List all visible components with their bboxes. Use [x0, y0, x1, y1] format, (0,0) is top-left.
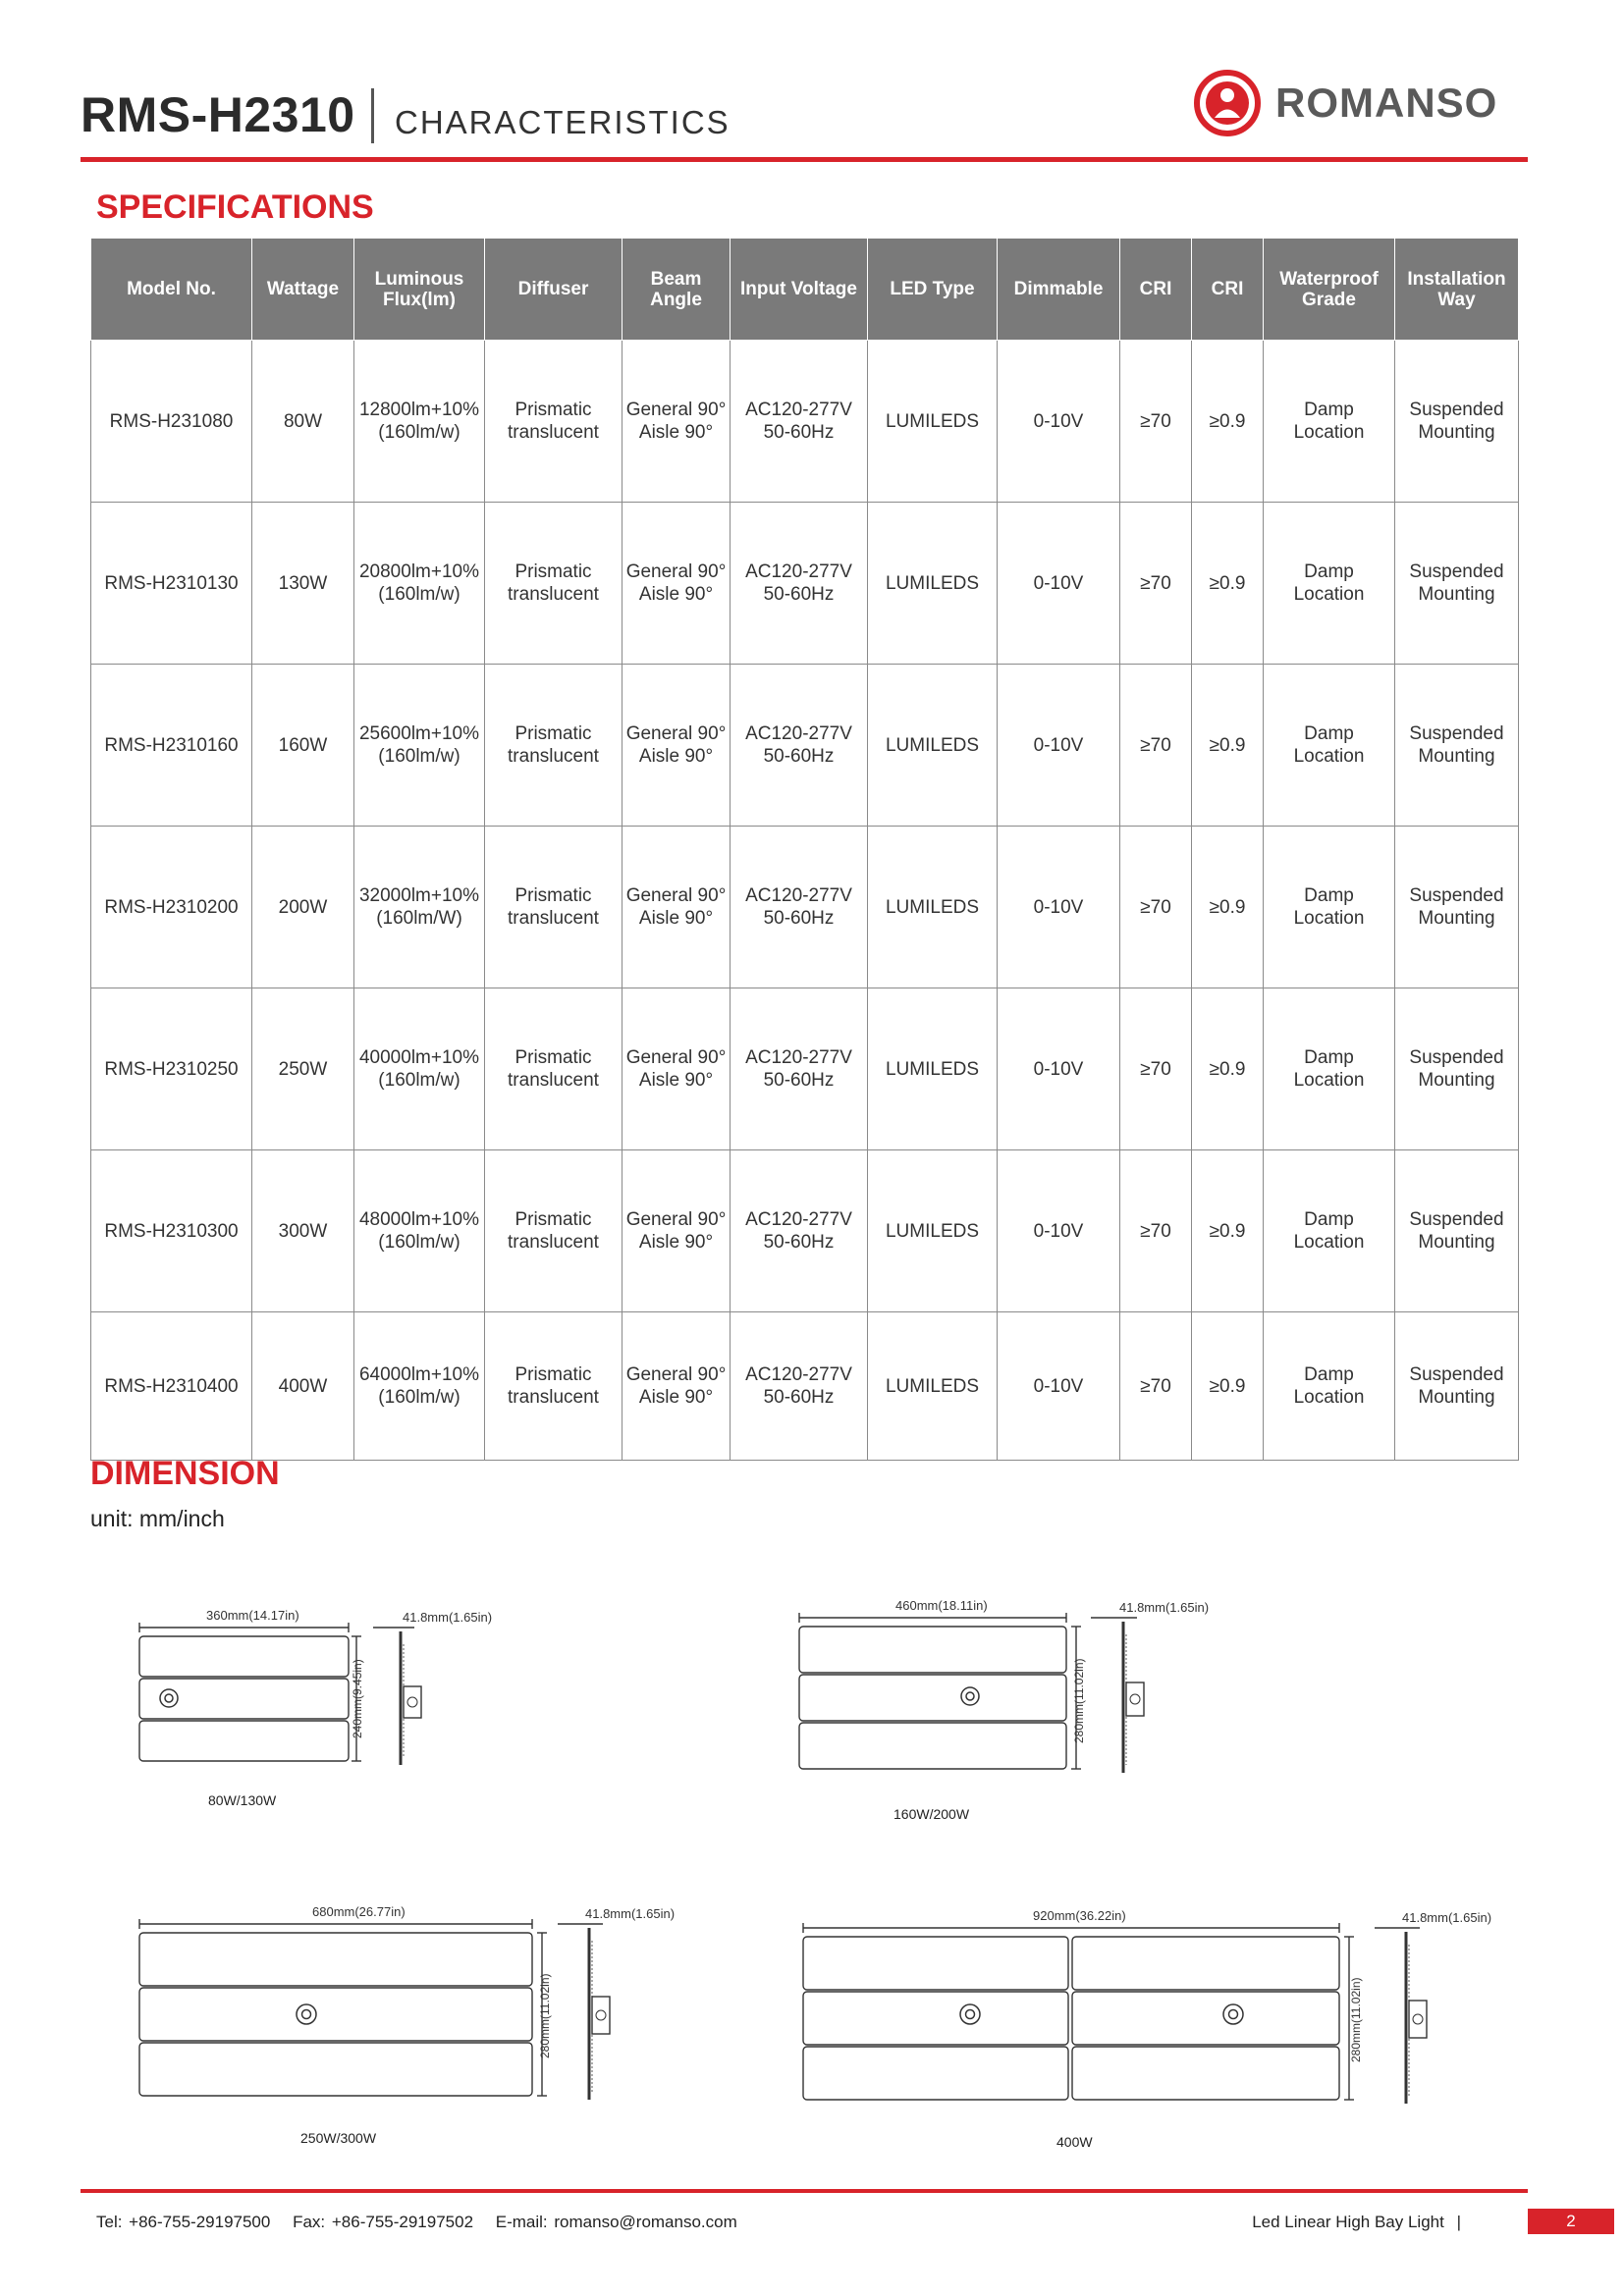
cell-cri — [1192, 665, 1264, 827]
cell-text: General 90° — [625, 561, 727, 582]
cell-text: Suspended — [1409, 400, 1504, 420]
cell-text: Aisle 90° — [638, 746, 714, 767]
footer-product — [1252, 2213, 1461, 2232]
height-label: 280mm(11.02in) — [1349, 1977, 1363, 2062]
cell-text: LUMILEDS — [885, 572, 980, 594]
cell-flux — [354, 665, 485, 827]
cell-text: 250W — [278, 1058, 328, 1080]
cell-text: Mounting — [1418, 584, 1495, 605]
header-rule — [81, 157, 1528, 162]
cell-wattage — [252, 341, 354, 503]
cell-text: General 90° — [625, 885, 727, 906]
width-label: 460mm(18.11in) — [895, 1598, 988, 1613]
cell-text: Aisle 90° — [638, 422, 714, 443]
cell-install — [1395, 503, 1519, 665]
cell-grade — [1264, 665, 1395, 827]
cell-text: Suspended — [1409, 885, 1504, 906]
cell-text: ≥70 — [1140, 410, 1171, 432]
cell-cri — [1192, 1150, 1264, 1312]
cell-text: 50-60Hz — [763, 1070, 835, 1091]
footer-product-name: Led Linear High Bay Light — [1252, 2213, 1444, 2231]
table-row — [91, 827, 1519, 988]
cell-text: (160lm/w) — [378, 746, 460, 767]
cell-cri — [1192, 988, 1264, 1150]
cell-text: Mounting — [1418, 1387, 1495, 1408]
cell-beam — [623, 665, 731, 827]
page-number: 2 — [1528, 2209, 1614, 2234]
cell-text: RMS-H2310300 — [104, 1220, 239, 1242]
cell-text: Suspended — [1409, 1209, 1504, 1230]
cell-text: ≥0.9 — [1209, 896, 1246, 918]
height-label: 280mm(11.02in) — [1072, 1658, 1086, 1743]
depth-label: 41.8mm(1.65in) — [585, 1906, 676, 1921]
cell-text: ≥70 — [1140, 1058, 1171, 1080]
cell-dimmable — [998, 1312, 1120, 1461]
cell-text: 50-60Hz — [763, 422, 835, 443]
cell-text: 400W — [278, 1375, 328, 1397]
cell-text: Prismatic — [514, 885, 592, 906]
cell-text: AC120-277V — [745, 1209, 852, 1230]
cell-text: LUMILEDS — [885, 896, 980, 918]
cell-text: 300W — [278, 1220, 328, 1242]
cell-diffuser — [485, 341, 623, 503]
cell-text: 40000lm+10% — [358, 1047, 479, 1068]
width-label: 680mm(26.77in) — [312, 1904, 406, 1919]
cell-text: Location — [1293, 1232, 1365, 1253]
cell-install — [1395, 1150, 1519, 1312]
cell-text: ≥0.9 — [1209, 734, 1246, 756]
unit-note: unit: mm/inch — [90, 1506, 225, 1531]
cell-voltage — [731, 827, 868, 988]
cell-install — [1395, 827, 1519, 988]
cell-beam — [623, 1150, 731, 1312]
cell-text: Damp — [1304, 1047, 1354, 1068]
cell-beam — [623, 988, 731, 1150]
cell-text: translucent — [508, 422, 599, 443]
page-subtitle: CHARACTERISTICS — [395, 104, 731, 140]
cell-text: (160lm/w) — [378, 1232, 460, 1253]
cell-text: Suspended — [1409, 561, 1504, 582]
cell-text: AC120-277V — [745, 885, 852, 906]
cell-text: RMS-H2310160 — [104, 734, 239, 756]
cell-text: Suspended — [1409, 723, 1504, 744]
cell-text: AC120-277V — [745, 723, 852, 744]
cell-text: 50-60Hz — [763, 1232, 835, 1253]
cell-text: 48000lm+10% — [358, 1209, 479, 1230]
cell-flux — [354, 1312, 485, 1461]
cell-text: Suspended — [1409, 1364, 1504, 1385]
cell-wattage — [252, 827, 354, 988]
cell-diffuser — [485, 1312, 623, 1461]
cell-text: Location — [1293, 584, 1365, 605]
cell-text: Damp — [1304, 885, 1354, 906]
cell-diffuser — [485, 1150, 623, 1312]
cell-text: 0-10V — [1033, 410, 1084, 432]
cell-text: Mounting — [1418, 908, 1495, 929]
cell-led — [868, 665, 998, 827]
cell-model — [91, 341, 252, 503]
depth-label: 41.8mm(1.65in) — [1402, 1910, 1492, 1925]
cell-text: Mounting — [1418, 1232, 1495, 1253]
cell-cri — [1192, 341, 1264, 503]
cell-dimmable — [998, 1150, 1120, 1312]
cell-text: General 90° — [625, 1209, 727, 1230]
column-header: Wattage — [252, 239, 354, 341]
cell-voltage — [731, 341, 868, 503]
cell-text: Prismatic — [514, 1364, 592, 1385]
cell-dimmable — [998, 665, 1120, 827]
dimension-drawing-400w — [799, 1910, 1506, 2156]
cell-cri — [1192, 1312, 1264, 1461]
table-row — [91, 1150, 1519, 1312]
table-row — [91, 665, 1519, 827]
cell-text: Mounting — [1418, 1070, 1495, 1091]
model-title: RMS-H2310 — [81, 87, 355, 142]
drawing-caption: 250W/300W — [300, 2130, 377, 2146]
cell-voltage — [731, 503, 868, 665]
column-header: Waterproof Grade — [1264, 239, 1395, 341]
footer-tel: Tel: +86-755-29197500 — [96, 2213, 271, 2231]
cell-install — [1395, 341, 1519, 503]
cell-voltage — [731, 988, 868, 1150]
cell-text: 0-10V — [1033, 1058, 1084, 1080]
cell-text: LUMILEDS — [885, 1220, 980, 1242]
cell-flux — [354, 1150, 485, 1312]
column-header: Model No. — [91, 239, 252, 341]
cell-text: ≥70 — [1140, 572, 1171, 594]
dimension-drawing-80w-130w — [128, 1610, 520, 1816]
cell-install — [1395, 1312, 1519, 1461]
cell-text: 20800lm+10% — [358, 561, 479, 582]
footer-separator: | — [1456, 2213, 1461, 2231]
column-header: Luminous Flux(lm) — [354, 239, 485, 341]
cell-dimmable — [998, 988, 1120, 1150]
cell-text: ≥0.9 — [1209, 1375, 1246, 1397]
cell-text: (160lm/W) — [376, 908, 462, 929]
specifications-table — [90, 238, 1519, 1461]
cell-text: ≥70 — [1140, 1375, 1171, 1397]
footer-fax: Fax: +86-755-29197502 — [293, 2213, 474, 2231]
cell-diffuser — [485, 503, 623, 665]
cell-text: translucent — [508, 584, 599, 605]
cell-text: ≥0.9 — [1209, 1220, 1246, 1242]
column-header: CRI — [1120, 239, 1192, 341]
column-header: Input Voltage — [731, 239, 868, 341]
luminaire-drawing — [128, 1610, 520, 1816]
drawing-caption: 400W — [1056, 2134, 1093, 2150]
cell-text: Aisle 90° — [638, 908, 714, 929]
dimension-title: DIMENSION — [90, 1455, 280, 1492]
cell-text: Damp — [1304, 1364, 1354, 1385]
brand-name: ROMANSO — [1275, 80, 1498, 126]
romanso-logo-icon — [1193, 69, 1262, 137]
column-header: LED Type — [868, 239, 998, 341]
cell-text: Prismatic — [514, 400, 592, 420]
column-header: CRI — [1192, 239, 1264, 341]
table-row — [91, 503, 1519, 665]
cell-voltage — [731, 1312, 868, 1461]
cell-text: LUMILEDS — [885, 1375, 980, 1397]
cell-text: 80W — [283, 410, 323, 432]
cell-grade — [1264, 827, 1395, 988]
cell-text: Aisle 90° — [638, 1070, 714, 1091]
cell-text: translucent — [508, 1387, 599, 1408]
cell-text: RMS-H2310130 — [104, 572, 239, 594]
cell-flux — [354, 503, 485, 665]
table-row — [91, 341, 1519, 503]
cell-text: LUMILEDS — [885, 1058, 980, 1080]
cell-text: AC120-277V — [745, 400, 852, 420]
cell-text: RMS-H2310250 — [104, 1058, 239, 1080]
cell-text: Prismatic — [514, 561, 592, 582]
depth-label: 41.8mm(1.65in) — [403, 1610, 493, 1625]
cell-text: 0-10V — [1033, 1220, 1084, 1242]
cell-cri — [1120, 665, 1192, 827]
cell-install — [1395, 665, 1519, 827]
cell-text: Location — [1293, 908, 1365, 929]
cell-text: 32000lm+10% — [358, 885, 479, 906]
cell-text: 0-10V — [1033, 734, 1084, 756]
cell-cri — [1192, 503, 1264, 665]
cell-beam — [623, 341, 731, 503]
cell-model — [91, 827, 252, 988]
cell-wattage — [252, 503, 354, 665]
cell-text: General 90° — [625, 1364, 727, 1385]
cell-text: (160lm/w) — [378, 1387, 460, 1408]
cell-text: RMS-H2310400 — [104, 1375, 239, 1397]
cell-install — [1395, 988, 1519, 1150]
cell-text: 130W — [278, 572, 328, 594]
cell-text: 50-60Hz — [763, 584, 835, 605]
cell-diffuser — [485, 988, 623, 1150]
cell-beam — [623, 1312, 731, 1461]
cell-text: Prismatic — [514, 1047, 592, 1068]
cell-text: 50-60Hz — [763, 746, 835, 767]
cell-text: 0-10V — [1033, 1375, 1084, 1397]
cell-text: 12800lm+10% — [358, 400, 479, 420]
cell-text: AC120-277V — [745, 1047, 852, 1068]
dimension-drawing-250w-300w — [135, 1904, 676, 2152]
cell-cri — [1120, 1150, 1192, 1312]
cell-text: AC120-277V — [745, 561, 852, 582]
footer-contact — [96, 2213, 753, 2232]
dimension-drawing-160w-200w — [791, 1598, 1210, 1826]
cell-cri — [1192, 827, 1264, 988]
cell-text: Location — [1293, 746, 1365, 767]
cell-grade — [1264, 1312, 1395, 1461]
cell-led — [868, 827, 998, 988]
cell-text: ≥0.9 — [1209, 1058, 1246, 1080]
cell-text: Mounting — [1418, 422, 1495, 443]
cell-voltage — [731, 665, 868, 827]
footer-email: E-mail: romanso@romanso.com — [495, 2213, 737, 2231]
cell-model — [91, 1150, 252, 1312]
cell-text: AC120-277V — [745, 1364, 852, 1385]
cell-model — [91, 988, 252, 1150]
cell-led — [868, 1150, 998, 1312]
cell-text: General 90° — [625, 723, 727, 744]
header-divider — [371, 88, 374, 143]
column-header: Dimmable — [998, 239, 1120, 341]
cell-dimmable — [998, 827, 1120, 988]
cell-dimmable — [998, 503, 1120, 665]
cell-voltage — [731, 1150, 868, 1312]
footer-rule — [81, 2189, 1528, 2193]
drawing-caption: 160W/200W — [893, 1806, 970, 1822]
cell-dimmable — [998, 341, 1120, 503]
cell-text: translucent — [508, 908, 599, 929]
cell-text: Suspended — [1409, 1047, 1504, 1068]
cell-cri — [1120, 988, 1192, 1150]
cell-cri — [1120, 827, 1192, 988]
cell-beam — [623, 503, 731, 665]
column-header: Installation Way — [1395, 239, 1519, 341]
cell-text: translucent — [508, 1232, 599, 1253]
column-header: Diffuser — [485, 239, 623, 341]
cell-text: Location — [1293, 1070, 1365, 1091]
cell-text: Damp — [1304, 1209, 1354, 1230]
cell-text: ≥70 — [1140, 1220, 1171, 1242]
drawing-caption: 80W/130W — [208, 1792, 277, 1808]
cell-text: translucent — [508, 1070, 599, 1091]
cell-wattage — [252, 1150, 354, 1312]
cell-grade — [1264, 1150, 1395, 1312]
cell-text: translucent — [508, 746, 599, 767]
luminaire-drawing — [791, 1600, 1204, 1826]
cell-text: RMS-H231080 — [109, 410, 234, 432]
cell-text: 64000lm+10% — [358, 1364, 479, 1385]
cell-text: Prismatic — [514, 1209, 592, 1230]
cell-wattage — [252, 988, 354, 1150]
cell-text: Damp — [1304, 400, 1354, 420]
cell-flux — [354, 341, 485, 503]
cell-text: 200W — [278, 896, 328, 918]
brand-logo — [1193, 69, 1497, 137]
height-label: 280mm(11.02in) — [538, 1973, 552, 2058]
cell-text: ≥0.9 — [1209, 572, 1246, 594]
cell-text: 50-60Hz — [763, 1387, 835, 1408]
table-row — [91, 988, 1519, 1150]
luminaire-drawing — [799, 1910, 1506, 2156]
cell-grade — [1264, 988, 1395, 1150]
cell-text: General 90° — [625, 1047, 727, 1068]
cell-grade — [1264, 341, 1395, 503]
cell-beam — [623, 827, 731, 988]
cell-diffuser — [485, 665, 623, 827]
cell-text: (160lm/w) — [378, 1070, 460, 1091]
width-label: 920mm(36.22in) — [1033, 1908, 1126, 1923]
cell-text: Prismatic — [514, 723, 592, 744]
cell-text: Damp — [1304, 723, 1354, 744]
cell-text: Damp — [1304, 561, 1354, 582]
luminaire-drawing — [135, 1906, 646, 2152]
width-label: 360mm(14.17in) — [206, 1608, 299, 1623]
cell-text: Aisle 90° — [638, 584, 714, 605]
cell-flux — [354, 827, 485, 988]
cell-led — [868, 503, 998, 665]
cell-led — [868, 1312, 998, 1461]
cell-grade — [1264, 503, 1395, 665]
cell-text: Location — [1293, 1387, 1365, 1408]
cell-diffuser — [485, 827, 623, 988]
cell-wattage — [252, 665, 354, 827]
cell-text: RMS-H2310200 — [104, 896, 239, 918]
cell-text: 0-10V — [1033, 896, 1084, 918]
cell-flux — [354, 988, 485, 1150]
cell-text: 25600lm+10% — [358, 723, 479, 744]
cell-model — [91, 665, 252, 827]
height-label: 240mm(9.45in) — [351, 1659, 364, 1738]
cell-text: 160W — [278, 734, 328, 756]
column-header: Beam Angle — [623, 239, 731, 341]
cell-cri — [1120, 1312, 1192, 1461]
cell-model — [91, 1312, 252, 1461]
cell-wattage — [252, 1312, 354, 1461]
cell-model — [91, 503, 252, 665]
cell-text: LUMILEDS — [885, 734, 980, 756]
cell-text: General 90° — [625, 400, 727, 420]
table-row — [91, 1312, 1519, 1461]
cell-text: LUMILEDS — [885, 410, 980, 432]
cell-cri — [1120, 503, 1192, 665]
cell-text: Location — [1293, 422, 1365, 443]
cell-text: ≥70 — [1140, 734, 1171, 756]
cell-led — [868, 988, 998, 1150]
specifications-title: SPECIFICATIONS — [96, 188, 374, 226]
cell-text: ≥0.9 — [1209, 410, 1246, 432]
cell-text: Aisle 90° — [638, 1232, 714, 1253]
cell-text: (160lm/w) — [378, 422, 460, 443]
cell-text: 50-60Hz — [763, 908, 835, 929]
cell-text: (160lm/w) — [378, 584, 460, 605]
cell-cri — [1120, 341, 1192, 503]
table-header-row — [91, 239, 1519, 341]
depth-label: 41.8mm(1.65in) — [1119, 1600, 1210, 1615]
cell-text: ≥70 — [1140, 896, 1171, 918]
cell-text: Mounting — [1418, 746, 1495, 767]
cell-text: 0-10V — [1033, 572, 1084, 594]
cell-led — [868, 341, 998, 503]
cell-text: Aisle 90° — [638, 1387, 714, 1408]
